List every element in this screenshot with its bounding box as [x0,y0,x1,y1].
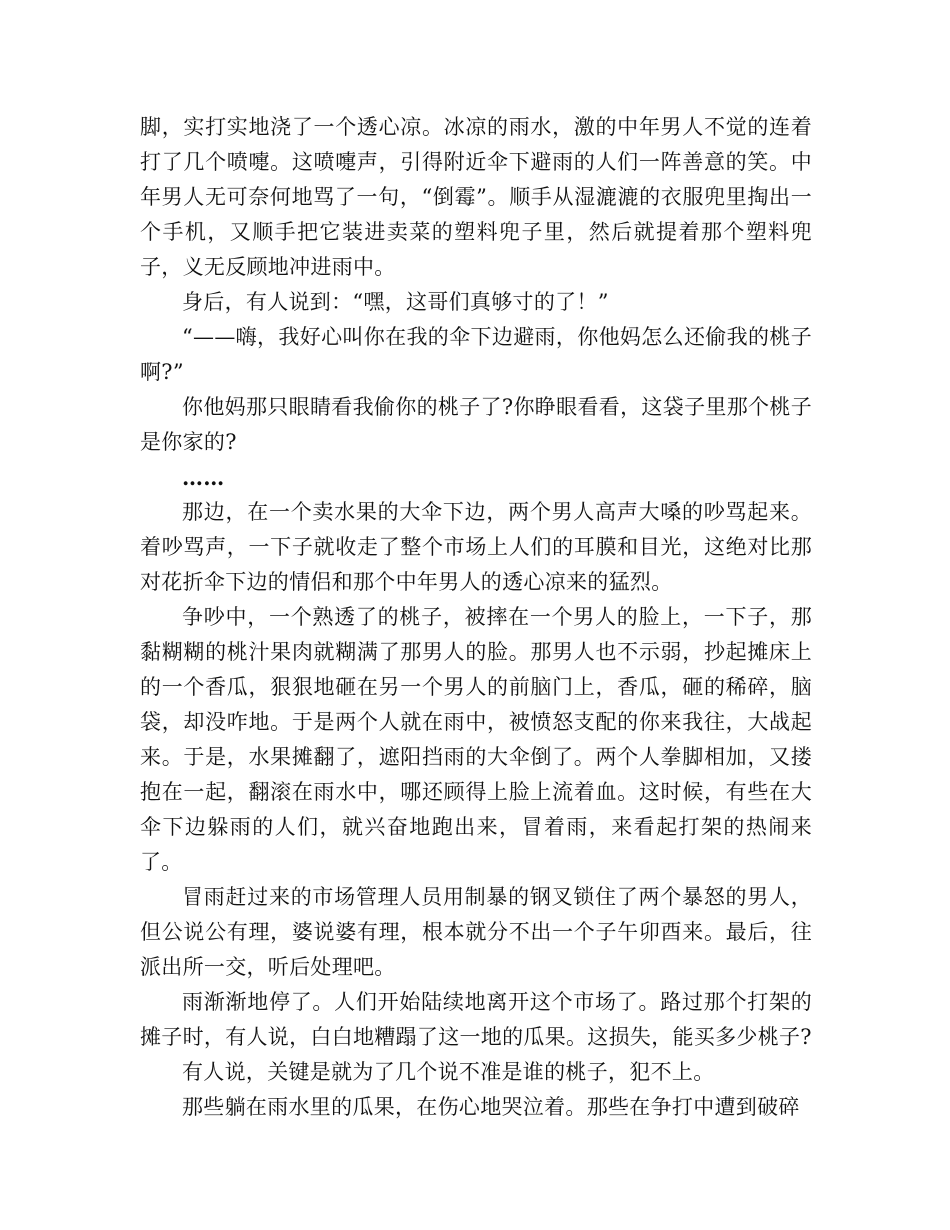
paragraph: 身后，有人说到：“嘿，这哥们真够寸的了！” [182,290,609,314]
paragraph: 那些躺在雨水里的瓜果，在伤心地哭泣着。那些在争打中遭到破碎 [182,1095,800,1119]
document-body [140,110,812,1125]
paragraph: 有人说，关键是就为了几个说不准是谁的桃子，犯不上。 [182,1060,715,1084]
paragraph: 脚，实打实地浇了一个透心凉。冰凉的雨水，激的中年男人不觉的连着打了几个喷嚏。这喷嚏声，引得附近伞下避雨的人们一阵善意的笑。中年男人无可奈何地骂了一句，“倒霉”。顺手从湿漉漉的衣服兜里掏出一个手机，又顺手把它装进卖菜的塑料兜子里，然后就提着那个塑料兜子，义无反顾地冲进雨中。 [140,115,812,279]
paragraph: “——嗨，我好心叫你在我的伞下边避雨，你他妈怎么还偷我的桃子啊?” [140,325,812,384]
paragraph: 那边，在一个卖水果的大伞下边，两个男人高声大嗓的吵骂起来。着吵骂声，一下子就收走了整个市场上人们的耳膜和目光，这绝对比那对花折伞下边的情侣和那个中年男人的透心凉来的猛烈。 [140,500,812,594]
paragraph: 雨渐渐地停了。人们开始陆续地离开这个市场了。路过那个打架的摊子时，有人说，白白地糟蹋了这一地的瓜果。这损失，能买多少桃子? [140,990,812,1049]
paragraph: 冒雨赶过来的市场管理人员用制暴的钢叉锁住了两个暴怒的男人，但公说公有理，婆说婆有理，根本就分不出一个子午卯酉来。最后，往派出所一交，听后处理吧。 [140,885,812,979]
ellipsis-line: …… [182,465,225,490]
paragraph: 争吵中，一个熟透了的桃子，被摔在一个男人的脸上，一下子，那黏糊糊的桃汁果肉就糊满了那男人的脸。那男人也不示弱，抄起摊床上的一个香瓜，狠狠地砸在另一个男人的前脑门上，香瓜，砸的稀碎，脑袋，却没咋地。于是两个人就在雨中，被愤怒支配的你来我往，大战起来。于是，水果摊翻了，遮阳挡雨的大伞倒了。两个人拳脚相加，又搂抱在一起，翻滚在雨水中，哪还顾得上脸上流着血。这时候，有些在大伞下边躲雨的人们，就兴奋地跑出来，冒着雨，来看起打架的热闹来了。 [140,605,812,874]
paragraph: 你他妈那只眼睛看我偷你的桃子了?你睁眼看看，这袋子里那个桃子是你家的? [140,395,812,454]
